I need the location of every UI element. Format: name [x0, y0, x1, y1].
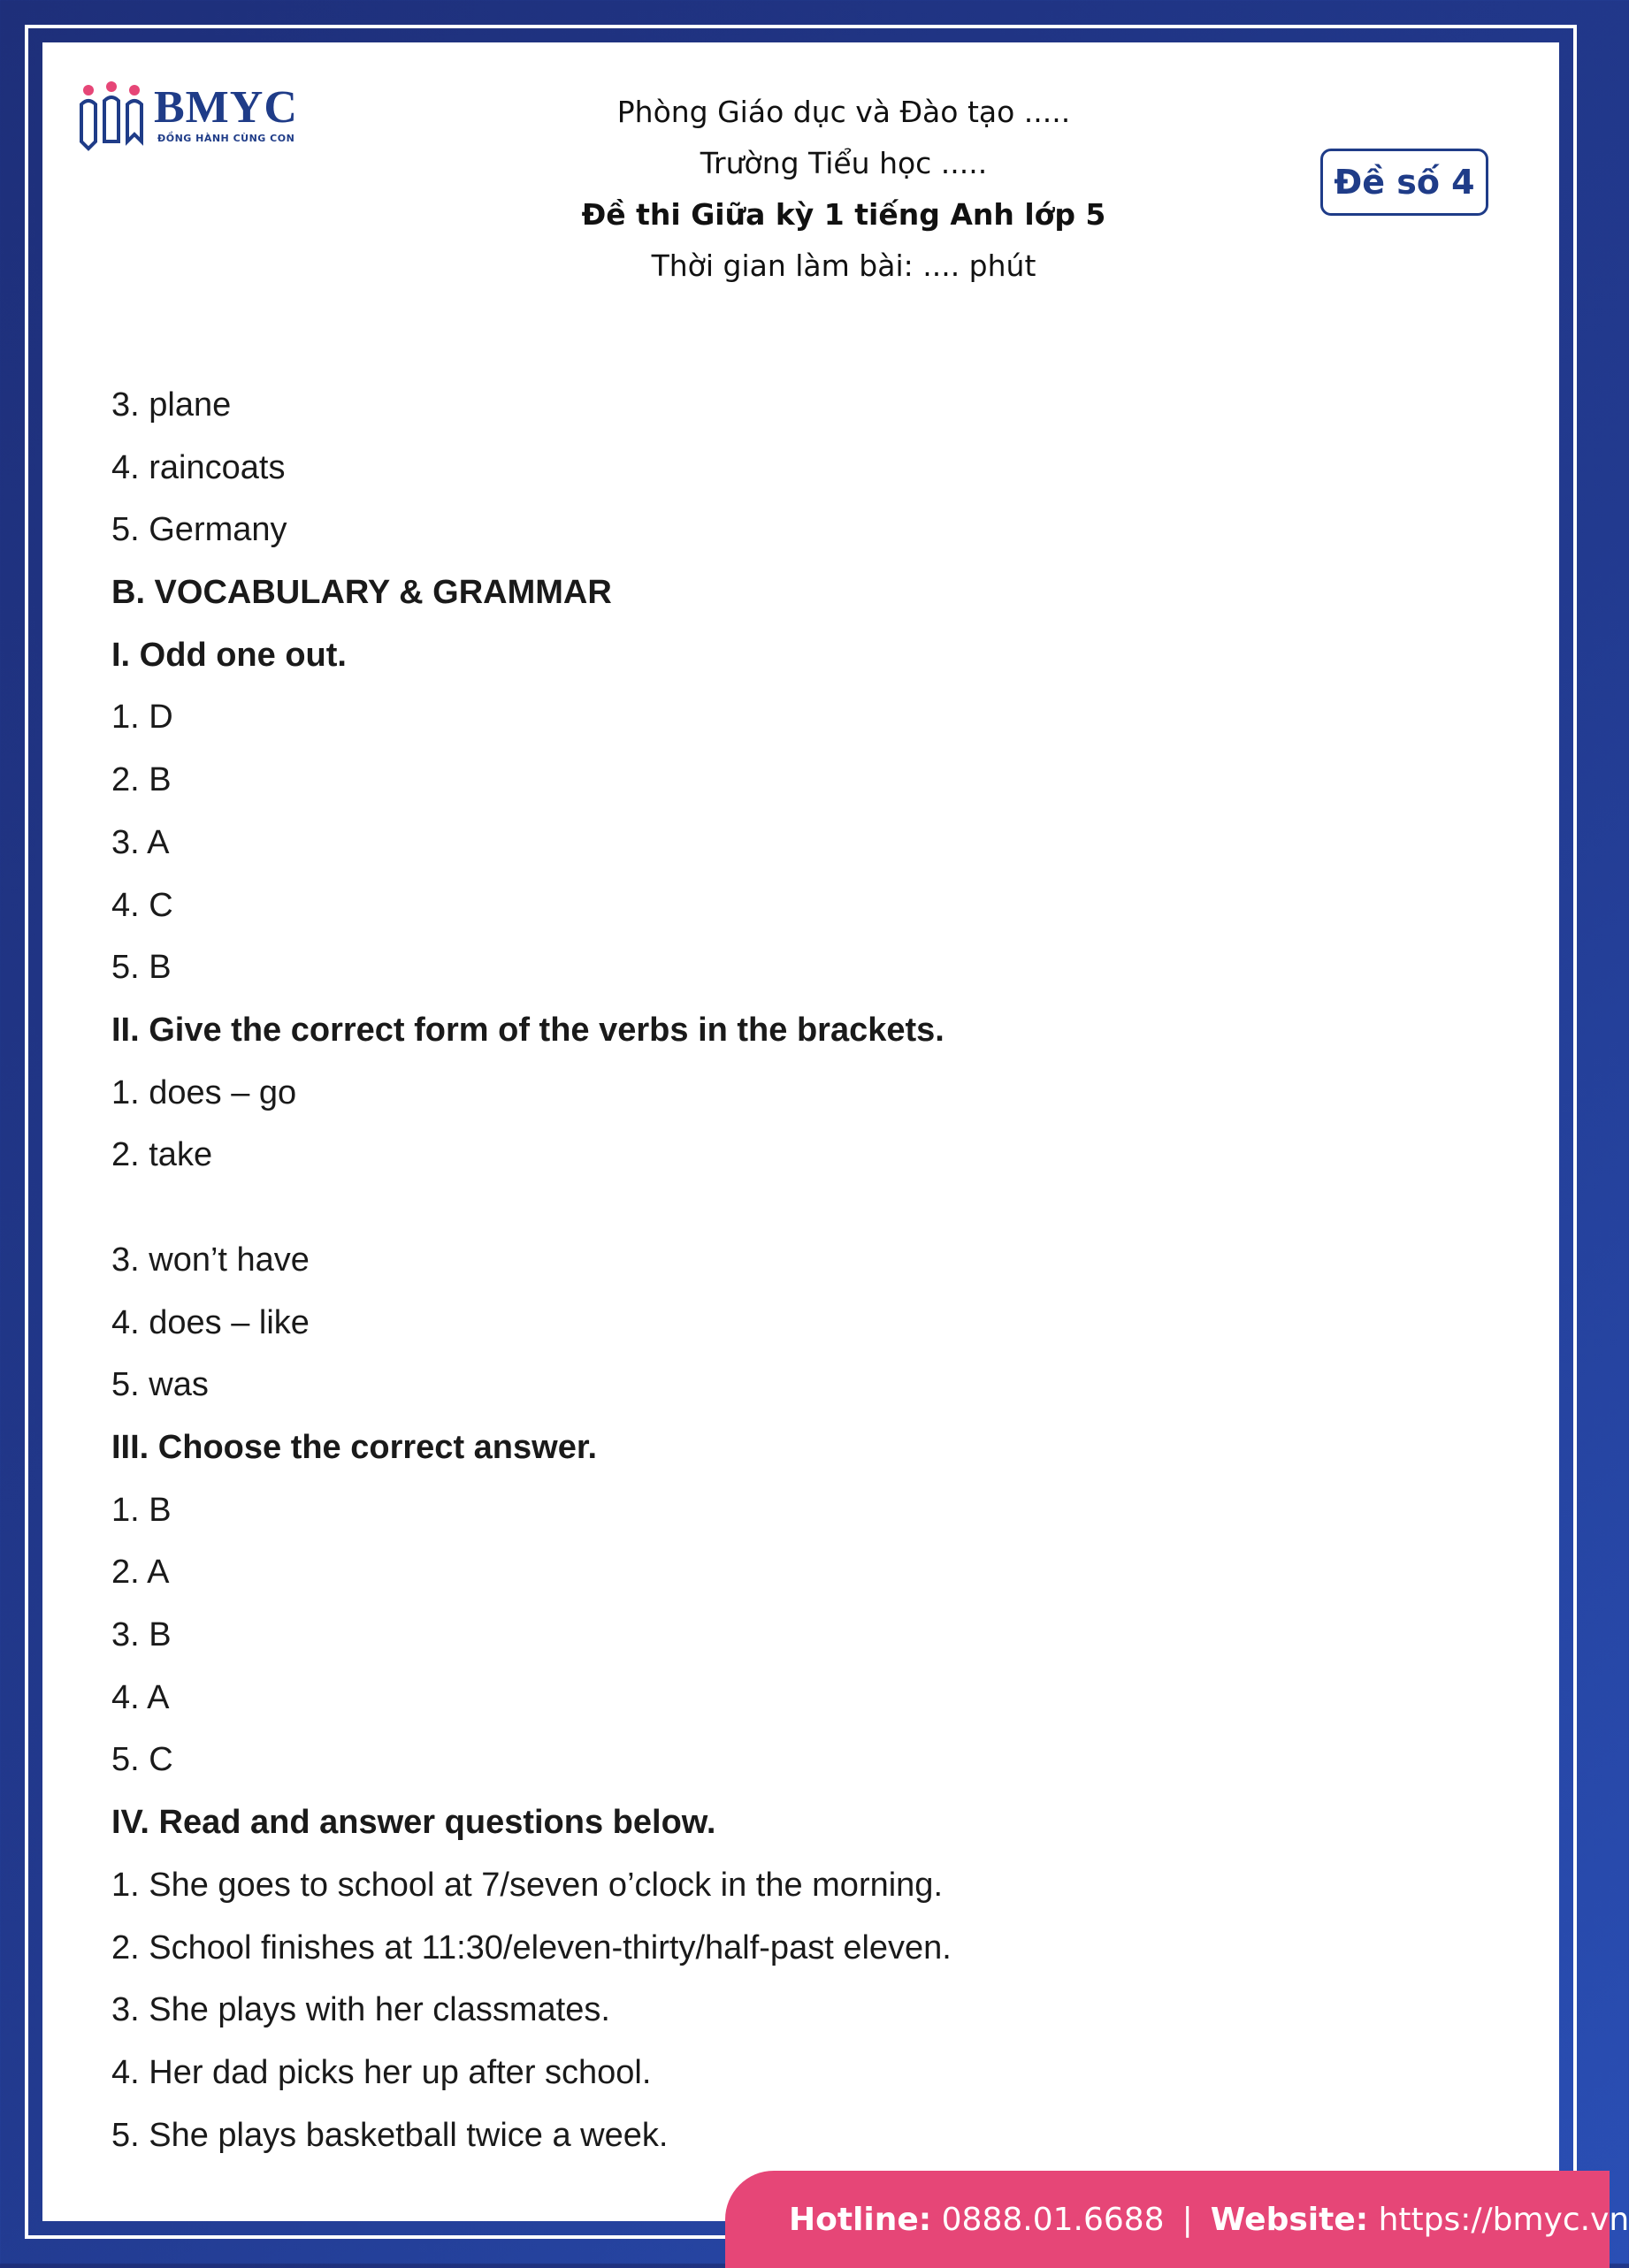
list-item: 4. raincoats — [111, 448, 286, 486]
website-link[interactable]: https://bmyc.vn — [1378, 2201, 1629, 2238]
list-item: 5. B — [111, 949, 172, 987]
logo-tagline: ĐỒNG HÀNH CÙNG CON — [157, 133, 295, 144]
list-item: 5. She plays basketball twice a week. — [111, 2116, 669, 2154]
hotline-label: Hotline: — [789, 2201, 932, 2238]
list-item: 3. B — [111, 1616, 172, 1654]
list-item: 1. D — [111, 699, 173, 737]
logo-brand: BMYC — [154, 82, 298, 133]
list-item: 4. C — [111, 886, 173, 924]
answer-key — [111, 374, 1438, 2166]
list-item: 4. A — [111, 1678, 170, 1716]
list-item: 3. plane — [111, 386, 232, 424]
odd-one-out-heading: I. Odd one out. — [111, 636, 347, 674]
list-item: 2. take — [111, 1136, 213, 1174]
exam-number-badge: Đề số 4 — [1320, 149, 1488, 216]
reading-heading: IV. Read and answer questions below. — [111, 1804, 716, 1842]
list-item: 2. B — [111, 761, 172, 799]
document-page — [42, 42, 1559, 2221]
header-exam-title: Đề thi Giữa kỳ 1 tiếng Anh lớp 5 — [581, 197, 1106, 232]
spacer — [111, 1187, 1438, 1229]
header-department: Phòng Giáo dục và Đào tạo ..... — [616, 95, 1071, 129]
verbs-heading: II. Give the correct form of the verbs in the brackets. — [111, 1011, 945, 1049]
list-item: 3. She plays with her classmates. — [111, 1991, 610, 2029]
choose-heading: III. Choose the correct answer. — [111, 1429, 598, 1466]
list-item: 5. was — [111, 1366, 209, 1404]
list-item: 3. A — [111, 823, 170, 861]
bmyc-logo — [78, 78, 308, 157]
list-item: 4. Her dad picks her up after school. — [111, 2053, 652, 2091]
header-duration: Thời gian làm bài: .... phút — [651, 248, 1036, 283]
list-item: 5. C — [111, 1741, 173, 1779]
website-label: Website: — [1210, 2201, 1369, 2238]
logo-figures-icon — [78, 78, 149, 157]
footer-separator: | — [1182, 2201, 1193, 2238]
section-b-heading: B. VOCABULARY & GRAMMAR — [111, 574, 612, 612]
exam-header — [485, 87, 1203, 292]
list-item: 1. B — [111, 1491, 172, 1529]
hotline-number[interactable]: 0888.01.6688 — [941, 2201, 1165, 2238]
list-item: 4. does – like — [111, 1303, 310, 1341]
header-school: Trường Tiểu học ..... — [700, 146, 988, 180]
contact-footer — [725, 2171, 1629, 2268]
list-item: 2. A — [111, 1554, 170, 1592]
list-item: 2. School finishes at 11:30/eleven-thirty/half-past eleven. — [111, 1928, 952, 1966]
list-item: 3. won’t have — [111, 1241, 310, 1279]
list-item: 5. Germany — [111, 511, 287, 549]
list-item: 1. does – go — [111, 1073, 297, 1111]
list-item: 1. She goes to school at 7/seven o’clock in the morning. — [111, 1866, 943, 1904]
